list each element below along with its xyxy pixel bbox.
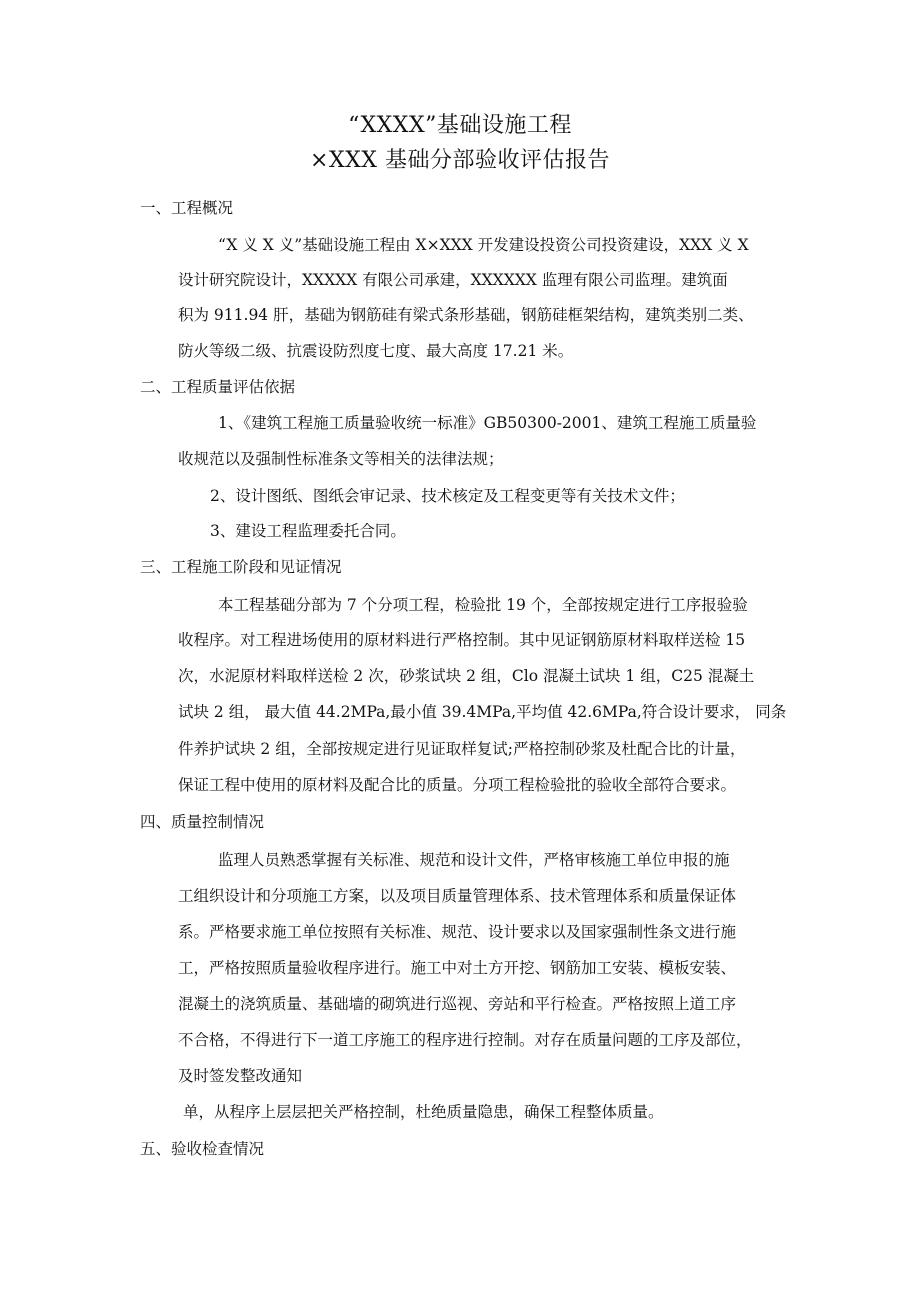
paragraph-line: 收规范以及强制性标准条文等相关的法律法规； — [178, 450, 504, 468]
paragraph-line: 设计研究院设计，XXXXX 有限公司承建，XXXXXX 监理有限公司监理。建筑面 — [178, 271, 728, 289]
paragraph-line: 及时签发整改通知 — [178, 1067, 303, 1085]
paragraph-line: 防火等级二级、抗震设防烈度七度、最大高度 17.21 米。 — [178, 342, 574, 360]
document-title-line2: ×XXX 基础分部验收评估报告 — [310, 148, 610, 173]
paragraph-line: 系。严格要求施工单位按照有关标准、规范、设计要求以及国家强制性条文进行施 — [178, 923, 737, 941]
paragraph-line: “X 义 X 义”基础设施工程由 X×XXX 开发建设投资公司投资建设，XXX 义 X — [218, 236, 749, 254]
paragraph-line: 单，从程序上层层把关严格控制，杜绝质量隐患，确保工程整体质量。 — [183, 1103, 664, 1121]
paragraph-line: 工，严格按照质量验收程序进行。施工中对土方开挖、钢筋加工安装、模板安装、 — [178, 959, 737, 977]
section-heading-overview: 一、工程概况 — [140, 199, 234, 217]
section-heading-construction-stage: 三、工程施工阶段和见证情况 — [140, 558, 342, 576]
paragraph-line: 3、建设工程监理委托合同。 — [210, 522, 406, 540]
paragraph-line: 本工程基础分部为 7 个分项工程，检验批 19 个，全部按规定进行工序报验验 — [218, 596, 748, 614]
paragraph-line: 收程序。对工程进场使用的原材料进行严格控制。其中见证钢筋原材料取样送检 15 — [178, 631, 746, 649]
document-title-line1: “XXXX”基础设施工程 — [348, 113, 572, 138]
section-heading-basis: 二、工程质量评估依据 — [140, 378, 296, 396]
paragraph-line: 不合格，不得进行下一道工序施工的程序进行控制。对存在质量问题的工序及部位， — [178, 1031, 752, 1049]
section-heading-acceptance-inspection: 五、验收检查情况 — [140, 1140, 265, 1158]
paragraph-line: 件养护试块 2 组，全部按规定进行见证取样复试;严格控制砂浆及杜配合比的计量， — [178, 740, 746, 758]
paragraph-line: 混凝土的浇筑质量、基础墙的砌筑进行巡视、旁站和平行检查。严格按照上道工序 — [178, 995, 737, 1013]
paragraph-line: 监理人员熟悉掌握有关标准、规范和设计文件，严格审核施工单位申报的施 — [218, 851, 730, 869]
paragraph-line: 次，水泥原材料取样送检 2 次，砂浆试块 2 组，Clo 混凝土试块 1 组，C25 混凝土 — [178, 667, 755, 685]
paragraph-line: 积为 911.94 肝，基础为钢筋硅有梁式条形基础，钢筋硅框架结构，建筑类别二类、 — [178, 306, 754, 324]
paragraph-line: 2、设计图纸、图纸会审记录、技术核定及工程变更等有关技术文件； — [210, 487, 685, 505]
paragraph-line: 试块 2 组， 最大值 44.2MPa,最小值 39.4MPa,平均值 42.6MPa,符合设计要求， 同条 — [178, 703, 787, 721]
paragraph-line: 1、《建筑工程施工质量验收统一标准》GB50300-2001、建筑工程施工质量验 — [218, 414, 757, 432]
section-heading-quality-control: 四、质量控制情况 — [140, 813, 265, 831]
paragraph-line: 保证工程中使用的原材料及配合比的质量。分项工程检验批的验收全部符合要求。 — [178, 776, 737, 794]
paragraph-line: 工组织设计和分项施工方案，以及项目质量管理体系、技术管理体系和质量保证体 — [178, 887, 737, 905]
